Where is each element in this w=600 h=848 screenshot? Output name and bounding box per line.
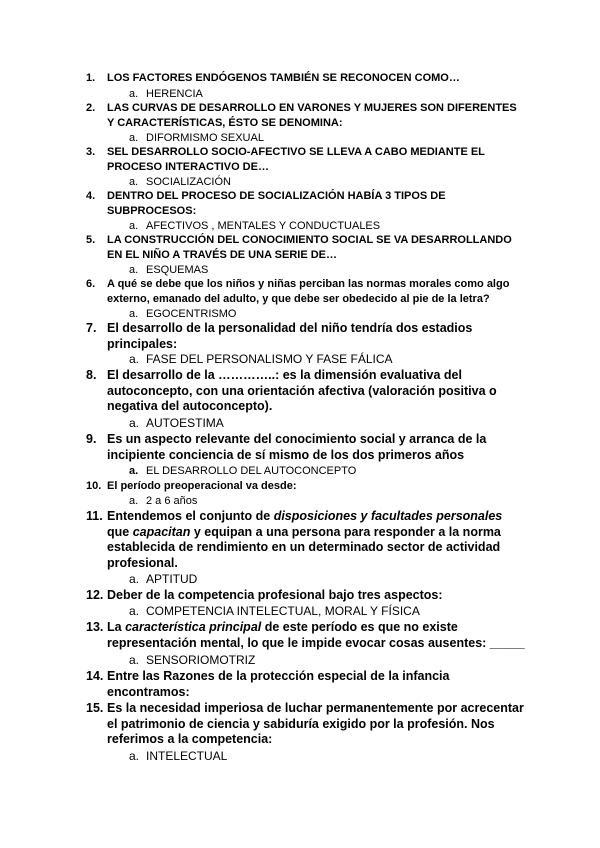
question-number: 14. bbox=[86, 669, 104, 683]
question-text: El período preoperacional va desde: bbox=[107, 480, 297, 492]
question-number: 13. bbox=[86, 620, 104, 634]
answer-text: AUTOESTIMA bbox=[146, 416, 224, 430]
question-text: LOS FACTORES ENDÓGENOS TAMBIÉN SE RECONOCEN COMO… bbox=[107, 72, 460, 84]
answer-1 bbox=[129, 87, 203, 101]
answer-letter: a. bbox=[129, 572, 140, 586]
question-text: A qué se debe que los niños y niñas perciban las normas morales como algo externo, emanado del adulto, y que debe ser obedecido al pie de la letra? bbox=[107, 278, 510, 305]
answer-letter: a. bbox=[129, 88, 139, 100]
question-text bbox=[107, 509, 526, 571]
question-14 bbox=[86, 669, 526, 700]
question-text: Entre las Razones de la protección especial de la infancia encontramos: bbox=[107, 669, 450, 699]
question-number: 7. bbox=[86, 321, 97, 335]
question-number: 15. bbox=[86, 701, 104, 715]
answer-letter: a. bbox=[129, 264, 139, 276]
answer-text: EGOCENTRISMO bbox=[146, 308, 237, 320]
answer-4 bbox=[129, 219, 380, 233]
answer-6 bbox=[129, 307, 236, 321]
question-text-italic: disposiciones y facultades personales bbox=[273, 509, 503, 523]
answer-text: COMPETENCIA INTELECTUAL, MORAL Y FÍSICA bbox=[146, 604, 420, 618]
question-11 bbox=[86, 509, 526, 571]
answer-text: FASE DEL PERSONALISMO Y FASE FÁLICA bbox=[146, 352, 393, 366]
question-12 bbox=[86, 588, 526, 604]
answer-letter: a. bbox=[129, 176, 139, 188]
answer-letter: a. bbox=[129, 416, 140, 430]
answer-text: 2 a 6 años bbox=[146, 495, 198, 507]
answer-letter: a. bbox=[129, 352, 140, 366]
question-number: 11. bbox=[86, 509, 103, 523]
question-number: 6. bbox=[86, 278, 96, 290]
question-text-part: de este período es que no existe representación mental, lo que le impide evocar cosas ausentes: _____ bbox=[107, 620, 525, 650]
question-15 bbox=[86, 701, 526, 748]
question-text-part: que bbox=[107, 524, 133, 539]
answer-letter: a. bbox=[129, 220, 139, 232]
question-number: 2. bbox=[86, 102, 96, 114]
question-10 bbox=[86, 479, 526, 494]
question-text: LAS CURVAS DE DESARROLLO EN VARONES Y MUJERES SON DIFERENTES Y CARACTERÍSTICAS, ÉSTO SE DENOMINA: bbox=[107, 102, 517, 129]
answer-text: SENSORIOMOTRIZ bbox=[146, 653, 256, 667]
question-text: Deber de la competencia profesional bajo tres aspectos: bbox=[107, 588, 443, 602]
question-6 bbox=[86, 277, 526, 307]
question-5 bbox=[86, 233, 526, 263]
answer-text: HERENCIA bbox=[146, 88, 203, 100]
answer-text: DIFORMISMO SEXUAL bbox=[146, 132, 264, 144]
question-3 bbox=[86, 145, 526, 175]
question-number: 8. bbox=[86, 368, 97, 382]
answer-7 bbox=[129, 352, 393, 367]
answer-11 bbox=[129, 572, 197, 587]
answer-10 bbox=[129, 494, 197, 508]
answer-text: APTITUD bbox=[146, 572, 198, 586]
question-number: 3. bbox=[86, 146, 96, 158]
question-text: SEL DESARROLLO SOCIO-AFECTIVO SE LLEVA A CABO MEDIANTE EL PROCESO INTERACTIVO DE… bbox=[107, 146, 485, 173]
question-9 bbox=[86, 432, 526, 463]
answer-text: AFECTIVOS , MENTALES Y CONDUCTUALES bbox=[146, 220, 381, 232]
question-8 bbox=[86, 368, 526, 415]
answer-5 bbox=[129, 263, 208, 277]
question-7 bbox=[86, 321, 526, 352]
answer-8 bbox=[129, 416, 224, 431]
answer-letter: a. bbox=[129, 132, 139, 144]
answer-12 bbox=[129, 604, 420, 619]
question-text-part: La bbox=[107, 620, 126, 634]
question-text bbox=[107, 620, 526, 651]
question-text: El desarrollo de la …………..: es la dimensión evaluativa del autoconcepto, con una orientación afectiva (valoración positiva o negativa del autoconcepto). bbox=[107, 368, 497, 413]
answer-letter: a. bbox=[129, 308, 139, 320]
question-number: 1. bbox=[86, 72, 96, 84]
question-text-part: y equipan a una persona para responder a la norma establecida de rendimiento en un determinado sector de actividad profesional. bbox=[107, 524, 501, 570]
question-text: El desarrollo de la personalidad del niño tendría dos estadios principales: bbox=[107, 321, 473, 351]
question-13 bbox=[86, 620, 526, 651]
answer-letter: a. bbox=[129, 653, 140, 667]
answer-text: EL DESARROLLO DEL AUTOCONCEPTO bbox=[146, 465, 357, 477]
answer-text: ESQUEMAS bbox=[146, 264, 209, 276]
answer-letter: a. bbox=[129, 465, 139, 477]
answer-13 bbox=[129, 653, 255, 668]
question-text: Es la necesidad imperiosa de luchar permanentemente por acrecentar el patrimonio de ciencia y sabiduría exigido por la profesión. Nos referimos a la competencia: bbox=[107, 701, 524, 746]
answer-15 bbox=[129, 749, 227, 764]
answer-text: INTELECTUAL bbox=[146, 749, 228, 763]
question-text: DENTRO DEL PROCESO DE SOCIALIZACIÓN HABÍA 3 TIPOS DE SUBPROCESOS: bbox=[107, 190, 446, 217]
answer-letter: a. bbox=[129, 495, 139, 507]
question-text: LA CONSTRUCCIÓN DEL CONOCIMIENTO SOCIAL SE VA DESARROLLANDO EN EL NIÑO A TRAVÉS DE UNA SERIE DE… bbox=[107, 234, 512, 261]
question-number: 9. bbox=[86, 432, 97, 446]
question-4 bbox=[86, 189, 526, 219]
question-text-part: Entendemos el conjunto de bbox=[107, 509, 274, 523]
question-number: 5. bbox=[86, 234, 96, 246]
answer-2 bbox=[129, 131, 264, 145]
question-2 bbox=[86, 101, 526, 131]
question-text: Es un aspecto relevante del conocimiento social y arranca de la incipiente conciencia de sí mismo de los dos primeros años bbox=[107, 432, 487, 462]
question-number: 10. bbox=[86, 480, 102, 492]
answer-9 bbox=[129, 464, 356, 478]
question-1 bbox=[86, 71, 526, 86]
question-number: 12. bbox=[86, 588, 104, 602]
answer-letter: a. bbox=[129, 604, 140, 618]
answer-3 bbox=[129, 175, 231, 189]
answer-letter: a. bbox=[129, 749, 140, 763]
answer-text: SOCIALIZACIÓN bbox=[146, 176, 231, 188]
question-text-italic: capacitan bbox=[132, 524, 191, 539]
question-number: 4. bbox=[86, 190, 96, 202]
question-text-italic: característica principal bbox=[125, 620, 262, 634]
